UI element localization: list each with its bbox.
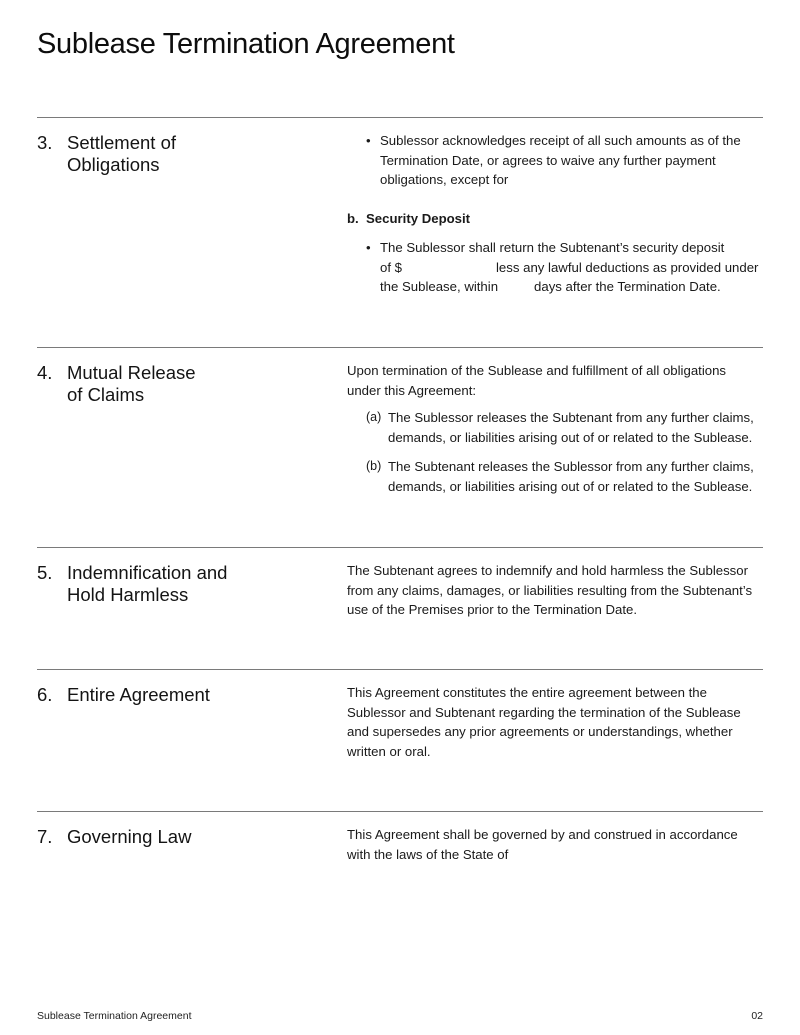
list-item: (b) The Subtenant releases the Sublessor from any further claims, demands, or liabilities arising out of or related to the Sublease. [366, 458, 754, 494]
bullet-icon: • [366, 239, 371, 255]
section-4-heading: 4. Mutual Release of Claims [37, 362, 196, 405]
footer-document-name: Sublease Termination Agreement [37, 1010, 192, 1022]
section-number: 3. [37, 132, 53, 153]
bullet-icon: • [366, 133, 371, 148]
section-divider [37, 669, 763, 670]
list-item: (a) The Sublessor releases the Subtenant from any further claims, demands, or liabilities arising out of or related to the Sublease. [366, 410, 754, 446]
section-4-body: Upon termination of the Sublease and fulfillment of all obligations under this Agreement: (a) The Sublessor releases the Subtenant from any further claims, demands, or liabilities arising out of or related to the Sublease. (b) The Subtenant releases the Sublessor from any further claims, demands, or liabilities arising out of or related to the Sublease. [347, 361, 767, 496]
section-3-body [347, 131, 767, 297]
list-item: • The Sublessor shall return the Subtenant’s security deposit of $ less any lawful deductions as provided under the Sublease, within days after the Termination Date. [347, 238, 767, 297]
section-6-body: This Agreement constitutes the entire agreement between the Sublessor and Subtenant regarding the termination of the Sublease and supersedes any prior agreements or understandings, whether written or oral. [347, 685, 741, 760]
subsection-heading-security-deposit: b. Security Deposit [347, 211, 471, 227]
footer-page-number: 02 [751, 1010, 763, 1022]
section-divider [37, 811, 763, 812]
section-divider [37, 547, 763, 548]
section-divider [37, 347, 763, 348]
section-5-heading: 5. Indemnification and Hold Harmless [37, 562, 228, 605]
list-item: • Sublessor acknowledges receipt of all such amounts as of the Termination Date, or agrees to waive any further payment obligations, except for [347, 131, 767, 190]
section-3-heading [37, 132, 327, 176]
section-7-heading: 7. Governing Law [37, 826, 192, 847]
document-title: Sublease Termination Agreement [37, 28, 455, 60]
section-7-body: This Agreement shall be governed by and construed in accordance with the laws of the State of [347, 827, 738, 862]
section-title: Settlement of Obligations [67, 132, 177, 175]
section-6-heading: 6. Entire Agreement [37, 684, 210, 705]
section-divider [37, 117, 763, 118]
section-5-body: The Subtenant agrees to indemnify and hold harmless the Sublessor from any claims, damages, or liabilities resulting from the Subtenant’s use of the Premises prior to the Termination Date. [347, 563, 753, 618]
